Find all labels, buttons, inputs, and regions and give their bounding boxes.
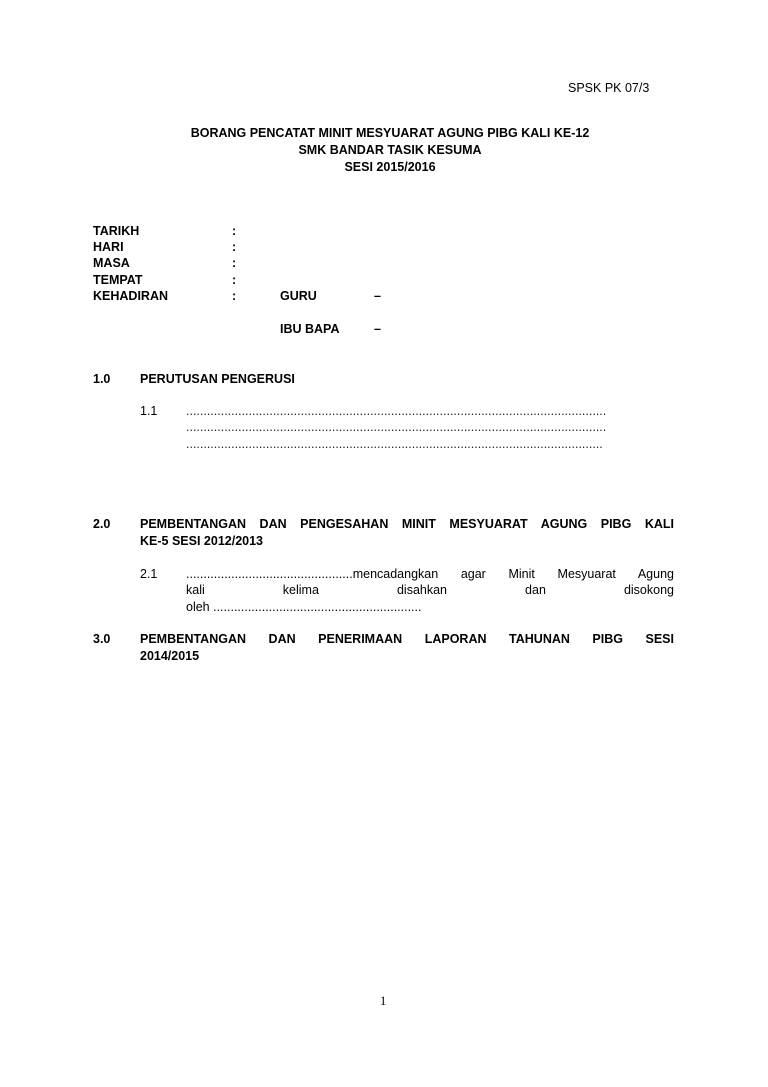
- document-reference-code: SPSK PK 07/3: [568, 81, 650, 95]
- section-heading-line-1: PEMBENTANGAN DAN PENERIMAAN LAPORAN TAHUNAN PIBG SESI: [140, 632, 674, 646]
- field-colon: :: [232, 224, 237, 238]
- section-heading-line-2: 2014/2015: [140, 649, 200, 663]
- section-heading: PERUTUSAN PENGERUSI: [140, 372, 295, 386]
- section-heading-line-1: PEMBENTANGAN DAN PENGESAHAN MINIT MESYUARAT AGUNG PIBG KALI: [140, 517, 674, 531]
- item-number: 2.1: [140, 567, 158, 581]
- field-colon: :: [232, 289, 237, 303]
- field-label-kehadiran: KEHADIRAN: [93, 289, 168, 303]
- title-line-1: BORANG PENCATAT MINIT MESYUARAT AGUNG PIBG KALI KE-12: [190, 126, 590, 140]
- section-number: 2.0: [93, 517, 111, 531]
- item-number: 1.1: [140, 404, 158, 418]
- attendance-label-ibu-bapa: IBU BAPA: [280, 322, 340, 336]
- item-text-line-1: ................................................mencadangkan agar Minit Mesyuarat Agung: [186, 567, 674, 581]
- field-label-masa: MASA: [93, 256, 130, 270]
- attendance-label-guru: GURU: [280, 289, 317, 303]
- attendance-dash: –: [374, 289, 381, 303]
- field-colon: :: [232, 256, 237, 270]
- page-number: 1: [380, 994, 387, 1008]
- field-label-hari: HARI: [93, 240, 124, 254]
- fill-in-dotted-line: .........................................................................................................................: [186, 420, 607, 434]
- title-line-2: SMK BANDAR TASIK KESUMA: [298, 143, 482, 157]
- title-line-3: SESI 2015/2016: [344, 160, 436, 174]
- attendance-dash: –: [374, 322, 381, 336]
- fill-in-dotted-line: .........................................................................................................................: [186, 404, 607, 418]
- item-text-line-3: oleh ............................................................: [186, 600, 422, 614]
- item-text-line-2: kali kelima disahkan dan disokong: [186, 583, 674, 597]
- field-label-tarikh: TARIKH: [93, 224, 140, 238]
- fill-in-dotted-line: ........................................................................................................................: [186, 437, 603, 451]
- field-colon: :: [232, 273, 237, 287]
- section-number: 1.0: [93, 372, 111, 386]
- field-colon: :: [232, 240, 237, 254]
- field-label-tempat: TEMPAT: [93, 273, 143, 287]
- section-number: 3.0: [93, 632, 111, 646]
- section-heading-line-2: KE-5 SESI 2012/2013: [140, 534, 263, 548]
